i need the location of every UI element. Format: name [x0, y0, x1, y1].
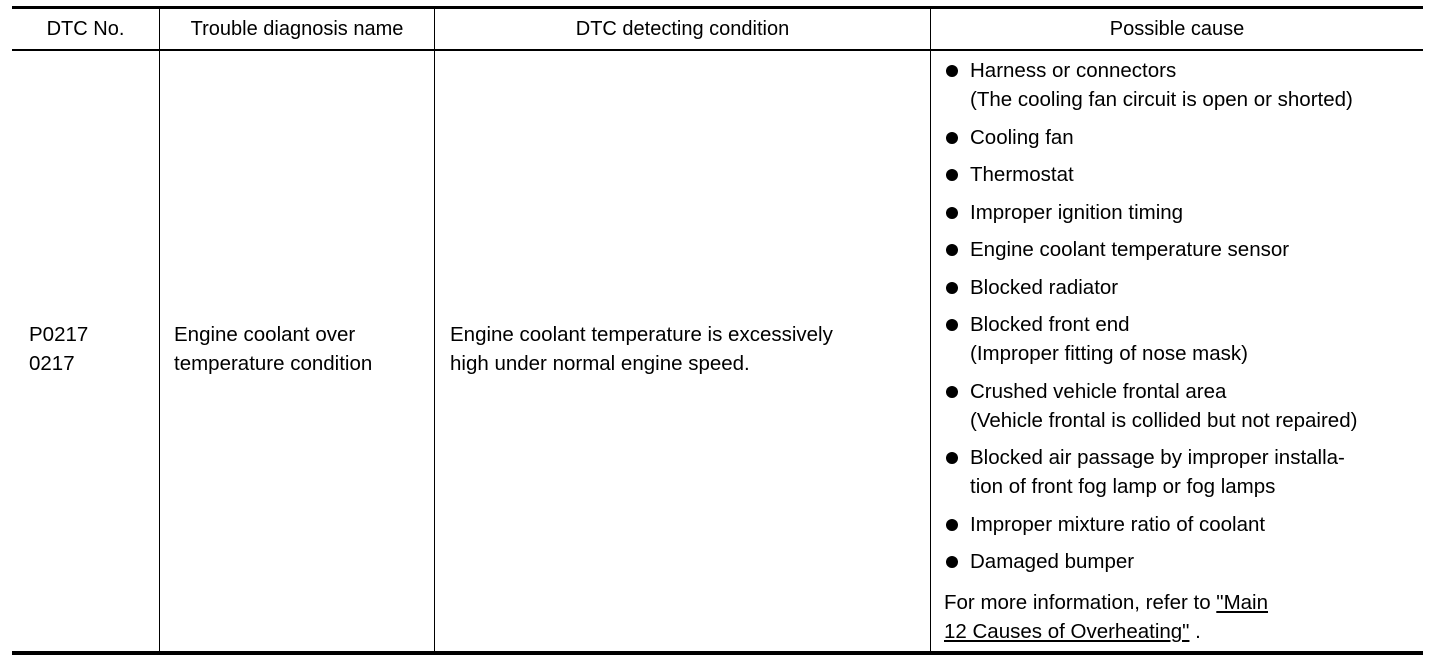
- cause-text: Improper mixture ratio of coolant: [970, 512, 1266, 536]
- cause-item: [944, 510, 1419, 539]
- column-divider: [930, 6, 931, 651]
- cause-item: [944, 198, 1419, 227]
- cause-item: [944, 547, 1419, 576]
- dtc-code: P0217: [29, 323, 89, 346]
- column-divider: [159, 6, 160, 651]
- condition-line: high under normal engine speed.: [450, 352, 750, 375]
- bullet-icon: [946, 519, 958, 531]
- diagnosis-name-cell: [174, 320, 372, 378]
- column-divider: [434, 6, 435, 651]
- cause-text: Blocked air passage by improper installa-: [970, 446, 1345, 469]
- cause-item: [944, 160, 1419, 189]
- dtc-number-cell: [29, 320, 88, 378]
- detecting-condition-cell: [450, 320, 833, 378]
- header-detecting-condition: DTC detecting condition: [575, 18, 790, 40]
- cause-text: Crushed vehicle frontal area: [970, 379, 1227, 403]
- bullet-icon: [946, 244, 958, 256]
- cause-detail: (The cooling fan circuit is open or shorted): [970, 88, 1353, 111]
- cause-detail: (Improper fitting of nose mask): [970, 342, 1248, 365]
- cause-item: [944, 377, 1419, 435]
- link-text: 12 Causes of Overheating": [944, 620, 1190, 643]
- cause-text: Engine coolant temperature sensor: [970, 238, 1290, 261]
- bullet-icon: [946, 169, 958, 181]
- header-diagnosis-name: Trouble diagnosis name: [190, 18, 404, 40]
- cause-item: [944, 235, 1419, 264]
- cause-item: [944, 443, 1419, 501]
- cause-item: [944, 310, 1419, 368]
- dtc-code-short: 0217: [29, 352, 75, 375]
- cause-text: Cooling fan: [970, 125, 1074, 149]
- diagnosis-name-line: Engine coolant over: [174, 323, 356, 346]
- more-info-suffix: .: [1189, 620, 1201, 643]
- cause-text: Harness or connectors: [970, 59, 1177, 82]
- bullet-icon: [946, 452, 958, 464]
- table-bottom-rule: [12, 651, 1423, 655]
- cause-item: [944, 123, 1419, 152]
- bullet-icon: [946, 556, 958, 568]
- more-info-note: [944, 588, 1419, 646]
- cause-text: Blocked radiator: [970, 275, 1119, 299]
- bullet-icon: [946, 207, 958, 219]
- cause-text: Thermostat: [970, 163, 1074, 186]
- condition-line: Engine coolant temperature is excessively: [450, 323, 833, 346]
- bullet-icon: [946, 282, 958, 294]
- header-dtc-no: DTC No.: [46, 18, 125, 40]
- link-text: "Main: [1216, 591, 1269, 614]
- diagnosis-name-line: temperature condition: [174, 352, 373, 375]
- bullet-icon: [946, 132, 958, 144]
- dtc-table: [12, 6, 1423, 655]
- cause-text: Damaged bumper: [970, 550, 1135, 573]
- bullet-icon: [946, 65, 958, 77]
- cause-item: [944, 56, 1419, 114]
- bullet-icon: [946, 319, 958, 331]
- cause-detail: (Vehicle frontal is collided but not repaired): [970, 408, 1358, 432]
- header-possible-cause: Possible cause: [1109, 18, 1245, 40]
- cause-detail: tion of front fog lamp or fog lamps: [970, 475, 1276, 498]
- possible-cause-list: [944, 56, 1419, 585]
- header-rule: [12, 49, 1423, 51]
- cause-text: Improper ignition timing: [970, 200, 1184, 224]
- cause-text: Blocked front end: [970, 313, 1130, 336]
- more-info-text: For more information, refer to: [944, 591, 1217, 614]
- bullet-icon: [946, 386, 958, 398]
- cause-item: [944, 273, 1419, 302]
